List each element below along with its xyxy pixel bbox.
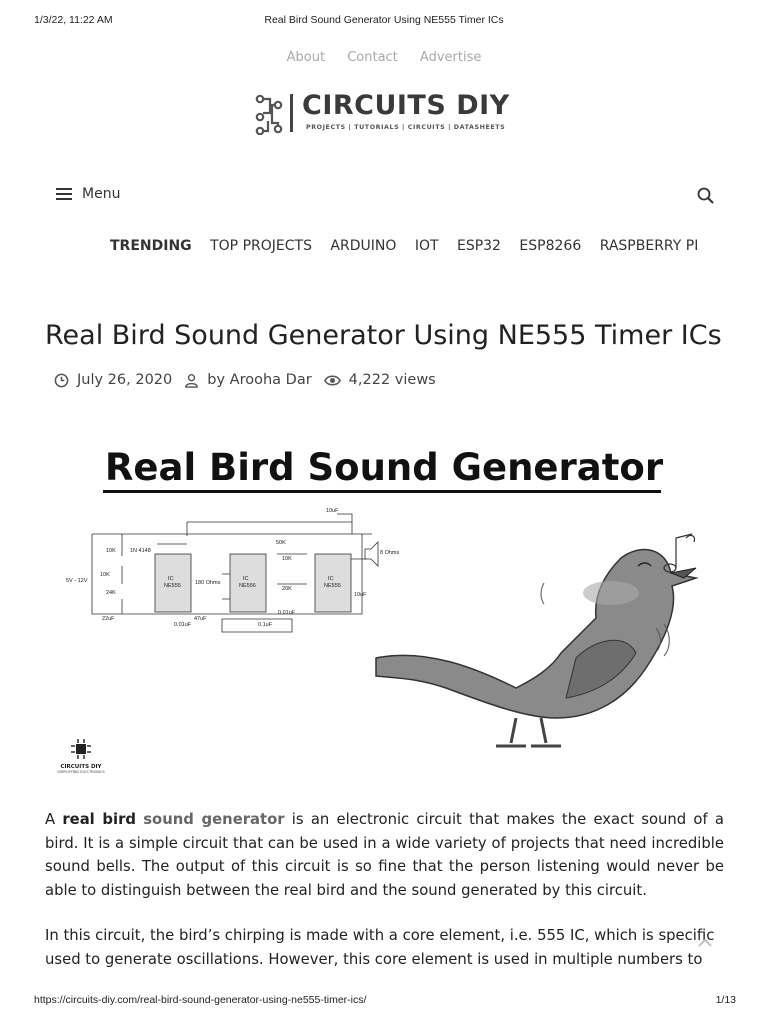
post-meta: [54, 372, 448, 388]
category-top-projects[interactable]: TOP PROJECTS: [210, 238, 312, 254]
ic1-label: IC: [168, 576, 174, 582]
post-views-text: 4,222 views: [348, 372, 436, 388]
c22-label: 22uF: [102, 616, 115, 622]
category-iot[interactable]: IOT: [414, 238, 439, 254]
article-content: [45, 808, 724, 993]
post-author-text: by Arooha Dar: [207, 372, 312, 388]
print-datetime: 1/3/22, 11:22 AM: [34, 14, 113, 26]
r10k-c-label: 10K: [282, 556, 292, 562]
search-icon[interactable]: [696, 186, 716, 206]
c10b-label: 10uF: [354, 592, 367, 598]
category-esp32[interactable]: ESP32: [456, 238, 501, 254]
logo-brand-name: CIRCUITS DIY: [302, 90, 510, 121]
chip-icon: [70, 738, 92, 760]
ic3-label: IC: [328, 576, 334, 582]
category-raspberry-pi[interactable]: RASPBERRY PI: [599, 238, 699, 254]
site-logo[interactable]: [254, 90, 524, 138]
clock-icon: [54, 373, 69, 388]
featured-title-underline: [103, 490, 661, 493]
d1-label: 1N 4148: [130, 548, 151, 554]
ic3-name: NE555: [324, 583, 341, 589]
r20k-label: 20K: [282, 586, 292, 592]
print-url: https://circuits-diy.com/real-bird-sound-generator-using-ne555-timer-ics/: [34, 994, 367, 1006]
watermark-text: CIRCUITS DIY: [60, 764, 102, 770]
article-paragraph: In this circuit, the bird’s chirping is made with a core element, i.e. 555 IC, which is specific used to generate oscillations. However, this core element is used in multiple numbers to: [45, 927, 715, 968]
logo-separator: [290, 94, 293, 132]
category-arduino[interactable]: ARDUINO: [330, 238, 397, 254]
print-page-number: 1/13: [715, 994, 736, 1006]
watermark-logo: [54, 738, 108, 774]
category-bar: [110, 238, 712, 254]
post-author[interactable]: [184, 372, 311, 388]
p1-bold: real bird: [62, 811, 136, 828]
category-esp8266[interactable]: ESP8266: [519, 238, 582, 254]
post-title: Real Bird Sound Generator Using NE555 Timer ICs: [45, 320, 722, 351]
article-paragraph: [45, 808, 724, 902]
watermark-subtext: SIMPLIFYING ELECTRONICS: [57, 770, 105, 774]
r50k-label: 50K: [276, 540, 286, 546]
c47-label: 47uF: [194, 616, 207, 622]
logo-tagline: PROJECTS | TUTORIALS | CIRCUITS | DATASHEETS: [306, 124, 506, 131]
featured-image: [48, 432, 720, 782]
bird-illustration: [366, 528, 706, 758]
menu-label: Menu: [82, 186, 121, 202]
menu-button[interactable]: [56, 186, 120, 202]
post-views: [324, 372, 436, 388]
speaker-label: 8 Ohms: [380, 550, 400, 556]
nav-advertise-link[interactable]: Advertise: [419, 50, 482, 65]
menu-row: [56, 186, 716, 208]
user-icon: [184, 373, 199, 388]
print-page-title: Real Bird Sound Generator Using NE555 Timer ICs: [264, 14, 504, 26]
p1-text-a: A: [45, 811, 63, 828]
sound-generator-link[interactable]: sound generator: [143, 811, 285, 828]
ic1-name: NE555: [164, 583, 181, 589]
ic2-label: IC: [243, 576, 249, 582]
hamburger-icon: [56, 188, 72, 200]
c10top-label: 10uF: [326, 508, 339, 514]
r180-label: 180 Ohms: [195, 580, 221, 586]
ic2-name: NE556: [239, 583, 256, 589]
c01-label: 0.1uF: [258, 622, 273, 628]
r10k-a-label: 10K: [106, 548, 116, 554]
circuit-schematic: [62, 504, 402, 644]
r10k-b-label: 10K: [100, 572, 110, 578]
c001b-label: 0.01uF: [278, 610, 296, 616]
featured-image-title: Real Bird Sound Generator: [104, 446, 664, 489]
p1-text-c: is an electronic circuit that makes the exact sound of a bird. It is a simple circuit that can be used in a wide variety of projects that need incredible sound bells. The output of this circuit is so fine that the person listening would never be able to distinguish between the real bird and the sound generated by this circuit.: [45, 811, 724, 899]
post-date: [54, 372, 172, 388]
supply-label: 5V - 12V: [66, 578, 88, 584]
c001a-label: 0.01uF: [174, 622, 192, 628]
nav-about-link[interactable]: About: [286, 50, 326, 65]
nav-contact-link[interactable]: Contact: [347, 50, 398, 65]
top-nav: [0, 50, 768, 65]
category-trending[interactable]: TRENDING: [110, 238, 192, 254]
r24k-label: 24K: [106, 590, 116, 596]
post-date-text: July 26, 2020: [77, 372, 173, 388]
scroll-to-top-icon[interactable]: [696, 936, 714, 950]
circuit-logo-icon: [254, 93, 284, 135]
eye-icon: [324, 373, 341, 388]
